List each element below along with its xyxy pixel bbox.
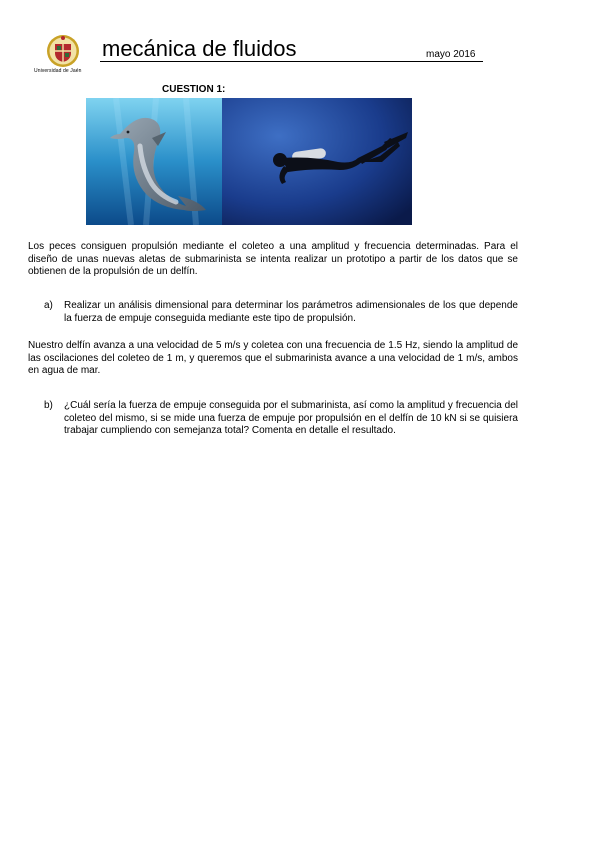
data-paragraph: Nuestro delfín avanza a una velocidad de 5 m/s y coletea con una frecuencia de 1.5 Hz, siendo la amplitud de las oscilaciones del coleteo de 1 m, y queremos que el submarinista avance a una velocidad de 1 m/s, ambos en agua de mar. [28, 340, 518, 376]
item-b-marker: b) [44, 400, 53, 411]
document-date: mayo 2016 [426, 49, 476, 60]
item-a-text: Realizar un análisis dimensional para determinar los parámetros adimensionales de los que depende la fuerza de empuje conseguida mediante este tipo de propulsión. [64, 300, 518, 324]
item-b-text: ¿Cuál sería la fuerza de empuje conseguida por el submarinista, así como la amplitud y frecuencia del coleteo del mismo, si se mide una fuerza de empuje por propulsión en el delfín de 10 kN si se quisiera trabajar cumpliendo con semejanza total? Comenta en detalle el resultado. [64, 400, 518, 436]
question-title: CUESTION 1: [162, 84, 226, 95]
header-divider [100, 61, 483, 62]
intro-paragraph: Los peces consiguen propulsión mediante el coleteo a una amplitud y frecuencia determinadas. Para el diseño de unas nuevas aletas de submarinista se intenta realizar un prototipo a partir de los datos que se obtienen de la propulsión de un delfín. [28, 241, 518, 277]
document-title: mecánica de fluidos [102, 36, 297, 61]
item-a-marker: a) [44, 300, 53, 311]
dolphin-photo [86, 98, 223, 225]
scuba-diver-photo [222, 98, 412, 225]
university-seal-icon [40, 34, 86, 70]
logo-caption: Universidad de Jaén [34, 68, 82, 74]
